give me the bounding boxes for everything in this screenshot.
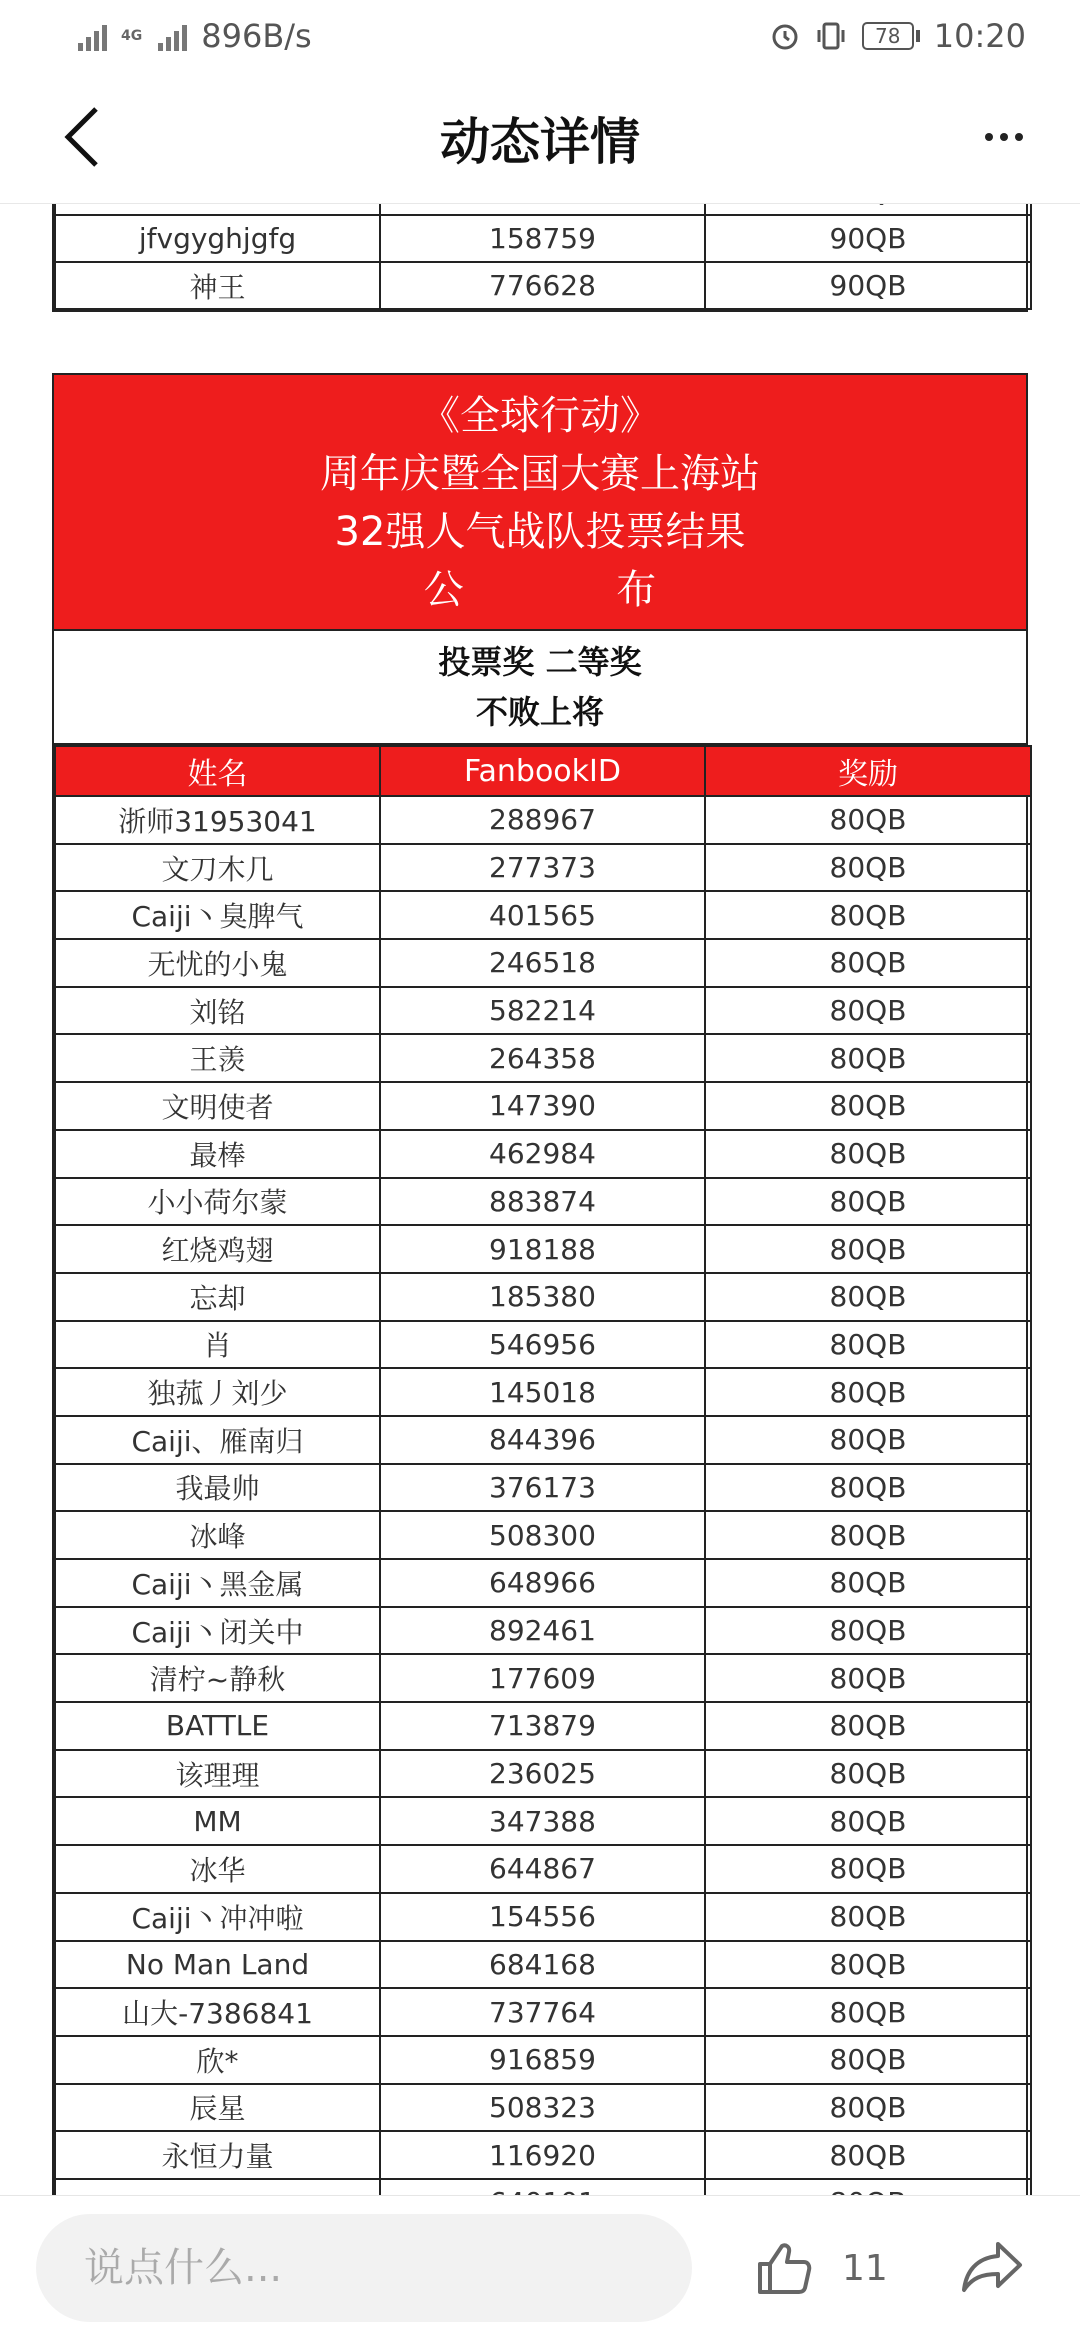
cell-fanbook-id: 892461 — [380, 1607, 705, 1655]
back-arrow-icon — [62, 105, 102, 169]
cell-name: 刘铭 — [55, 987, 380, 1035]
cell-fanbook-id: 737764 — [380, 1988, 705, 2036]
cell-reward: 80QB — [705, 1797, 1031, 1845]
post-content[interactable] — [0, 205, 1080, 2195]
cell-name: 忘却 — [55, 1273, 380, 1321]
table-row — [55, 1034, 1031, 1082]
like-button[interactable] — [756, 2240, 888, 2296]
cell-name: Caiji、雁南归 — [55, 1416, 380, 1464]
cell-fanbook-id: 177609 — [380, 1654, 705, 1702]
cell-reward: 80QB — [705, 1941, 1031, 1989]
table-row — [55, 1178, 1031, 1226]
table-row — [55, 1559, 1031, 1607]
cell-reward: 80QB — [705, 1082, 1031, 1130]
table-row — [55, 215, 1031, 262]
table-row — [55, 1845, 1031, 1893]
cell-name: No Man Land — [55, 1941, 380, 1989]
vibrate-icon — [814, 21, 848, 51]
cell-reward: 80QB — [705, 1893, 1031, 1941]
signal-sim2-icon — [158, 21, 187, 51]
cell-reward: 80QB — [705, 1988, 1031, 2036]
network-type: 4G — [121, 28, 143, 44]
table-row — [55, 1607, 1031, 1655]
cell-reward: 80QB — [705, 1559, 1031, 1607]
table-row — [55, 1941, 1031, 1989]
results-card — [52, 373, 1028, 2230]
cell-name: 我最帅 — [55, 1464, 380, 1512]
award-line: 投票奖 二等奖 — [438, 643, 642, 681]
cell-fanbook-id: 883874 — [380, 1178, 705, 1226]
table-row — [55, 2036, 1031, 2084]
cell-name: Caiji丶黑金属 — [55, 1559, 380, 1607]
status-bar — [0, 0, 1080, 72]
table-header-row — [55, 746, 1031, 796]
column-header-name: 姓名 — [55, 746, 380, 796]
cell-name: BATTLE — [55, 1702, 380, 1750]
cell-fanbook-id: 347388 — [380, 1797, 705, 1845]
cell-name: 神王 — [55, 262, 380, 309]
banner-line: 周年庆暨全国大赛上海站 — [320, 451, 760, 497]
cell-name: 清柠~静秋 — [55, 1654, 380, 1702]
cell-reward: 80QB — [705, 1654, 1031, 1702]
cell-name: 浙师31953041 — [55, 796, 380, 844]
signal-sim1-icon — [78, 21, 107, 51]
cell-name: Caiji丶臭脾气 — [55, 891, 380, 939]
cell-fanbook-id: 147390 — [380, 1082, 705, 1130]
cell-fanbook-id: 776628 — [380, 262, 705, 309]
cell-fanbook-id: 844396 — [380, 1416, 705, 1464]
table-row — [55, 1893, 1031, 1941]
like-count: 11 — [842, 2247, 888, 2289]
cell-name: Caiji丶闭关中 — [55, 1607, 380, 1655]
battery-level: 78 — [862, 22, 914, 50]
more-dots-icon — [984, 132, 1024, 142]
cell-fanbook-id: 158759 — [380, 215, 705, 262]
banner-line: 《全球行动》 — [420, 393, 660, 439]
cell-fanbook-id: 116920 — [380, 2131, 705, 2179]
cell-name: 文明使者 — [55, 1082, 380, 1130]
cell-name: 王羡 — [55, 1034, 380, 1082]
table-row — [55, 1416, 1031, 1464]
table-row — [55, 796, 1031, 844]
table-row — [55, 891, 1031, 939]
award-line: 不败上将 — [475, 693, 604, 731]
cell-fanbook-id: 508300 — [380, 1511, 705, 1559]
cell-fanbook-id: 546956 — [380, 1321, 705, 1369]
cell-name: 山大-7386841 — [55, 1988, 380, 2036]
cell-reward: 80QB — [705, 1702, 1031, 1750]
cell-reward: 80QB — [705, 1225, 1031, 1273]
battery-icon — [862, 22, 920, 50]
cell-name: 独菰丿刘少 — [55, 1368, 380, 1416]
cell-fanbook-id: 288967 — [380, 796, 705, 844]
table-row — [55, 1273, 1031, 1321]
cell-reward: 80QB — [705, 2036, 1031, 2084]
cell-name: 红烧鸡翅 — [55, 1225, 380, 1273]
award-title — [54, 631, 1026, 745]
cell-reward: 80QB — [705, 1321, 1031, 1369]
cell-name: jfvgyghjgfg — [55, 215, 380, 262]
cell-name: 肖 — [55, 1321, 380, 1369]
cell-reward: 80QB — [705, 1845, 1031, 1893]
cell-reward: 80QB — [705, 987, 1031, 1035]
cell-fanbook-id: 462984 — [380, 1130, 705, 1178]
share-button[interactable] — [960, 2238, 1024, 2298]
cell-fanbook-id: 154556 — [380, 1893, 705, 1941]
cell-reward: 80QB — [705, 1368, 1031, 1416]
table-row — [55, 2131, 1031, 2179]
cell-fanbook-id: 648966 — [380, 1559, 705, 1607]
table-row — [55, 1511, 1031, 1559]
cell-fanbook-id: 236025 — [380, 1750, 705, 1798]
cell-fanbook-id: 264358 — [380, 1034, 705, 1082]
bottom-action-bar — [0, 2195, 1080, 2340]
clock: 10:20 — [933, 17, 1026, 55]
share-arrow-icon — [960, 2238, 1024, 2294]
cell-name: 最棒 — [55, 1130, 380, 1178]
table-row — [55, 1750, 1031, 1798]
table-row — [55, 1082, 1031, 1130]
cell-fanbook-id: 916859 — [380, 2036, 705, 2084]
table-row — [55, 1464, 1031, 1512]
banner-line: 公 布 — [423, 567, 657, 613]
table-row — [55, 987, 1031, 1035]
cell-fanbook-id: 508323 — [380, 2084, 705, 2132]
table-row — [55, 1702, 1031, 1750]
table-row — [55, 1797, 1031, 1845]
cell-reward: 80QB — [705, 1273, 1031, 1321]
cell-reward: 80QB — [705, 1511, 1031, 1559]
table-row — [55, 1368, 1031, 1416]
cell-reward: 80QB — [705, 844, 1031, 892]
cell-fanbook-id: 918188 — [380, 1225, 705, 1273]
cell-fanbook-id: 684168 — [380, 1941, 705, 1989]
cell-reward: 80QB — [705, 1178, 1031, 1226]
table-row — [55, 939, 1031, 987]
cell-name: 冰华 — [55, 1845, 380, 1893]
page-title: 动态详情 — [440, 112, 640, 171]
results-banner — [54, 375, 1026, 631]
alarm-icon — [770, 21, 800, 51]
table-row — [55, 1321, 1031, 1369]
cell-name: 辰星 — [55, 2084, 380, 2132]
cell-fanbook-id: 582214 — [380, 987, 705, 1035]
cell-fanbook-id: 713879 — [380, 1702, 705, 1750]
cell-name: 欣* — [55, 2036, 380, 2084]
cell-reward: 80QB — [705, 1607, 1031, 1655]
cell-fanbook-id: 376173 — [380, 1464, 705, 1512]
thumbs-up-icon — [756, 2240, 812, 2296]
cell-fanbook-id: 185380 — [380, 1273, 705, 1321]
cell-reward: 80QB — [705, 2131, 1031, 2179]
table-row — [55, 262, 1031, 309]
table-row — [55, 1130, 1031, 1178]
table-row — [55, 1988, 1031, 2036]
winners-table — [54, 745, 1032, 2228]
cell-reward: 80QB — [705, 891, 1031, 939]
cell-reward: 90QB — [705, 215, 1031, 262]
status-right — [770, 17, 1026, 55]
cell-name: Caiji丶冲冲啦 — [55, 1893, 380, 1941]
cell-name: 永恒力量 — [55, 2131, 380, 2179]
banner-line: 32强人气战队投票结果 — [334, 509, 746, 555]
net-speed: 896B/s — [201, 17, 312, 55]
back-button[interactable] — [52, 102, 112, 172]
comment-input[interactable] — [36, 2214, 692, 2322]
cell-fanbook-id: 277373 — [380, 844, 705, 892]
table-row — [55, 1225, 1031, 1273]
cell-reward: 80QB — [705, 1034, 1031, 1082]
table-row — [55, 844, 1031, 892]
cell-name: MM — [55, 1797, 380, 1845]
top-header — [0, 72, 1080, 204]
cell-name: 无忧的小鬼 — [55, 939, 380, 987]
cell-reward: 90QB — [705, 262, 1031, 309]
cell-reward: 80QB — [705, 1750, 1031, 1798]
column-header-id: FanbookID — [380, 746, 705, 796]
cell-reward: 80QB — [705, 796, 1031, 844]
cell-reward: 80QB — [705, 1464, 1031, 1512]
table-row — [55, 1654, 1031, 1702]
table-row — [55, 2084, 1031, 2132]
cell-name: 小小荷尔蒙 — [55, 1178, 380, 1226]
cell-name: 冰峰 — [55, 1511, 380, 1559]
more-button[interactable] — [974, 112, 1034, 162]
cell-fanbook-id: 401565 — [380, 891, 705, 939]
cell-fanbook-id: 644867 — [380, 1845, 705, 1893]
column-header-reward: 奖励 — [705, 746, 1031, 796]
cell-name: 文刀木几 — [55, 844, 380, 892]
cell-name: 该理理 — [55, 1750, 380, 1798]
cell-reward: 80QB — [705, 2084, 1031, 2132]
status-left — [78, 17, 312, 55]
cell-reward: 80QB — [705, 1416, 1031, 1464]
cell-reward: 80QB — [705, 1130, 1031, 1178]
cell-reward: 80QB — [705, 939, 1031, 987]
cell-fanbook-id: 246518 — [380, 939, 705, 987]
cell-fanbook-id: 145018 — [380, 1368, 705, 1416]
